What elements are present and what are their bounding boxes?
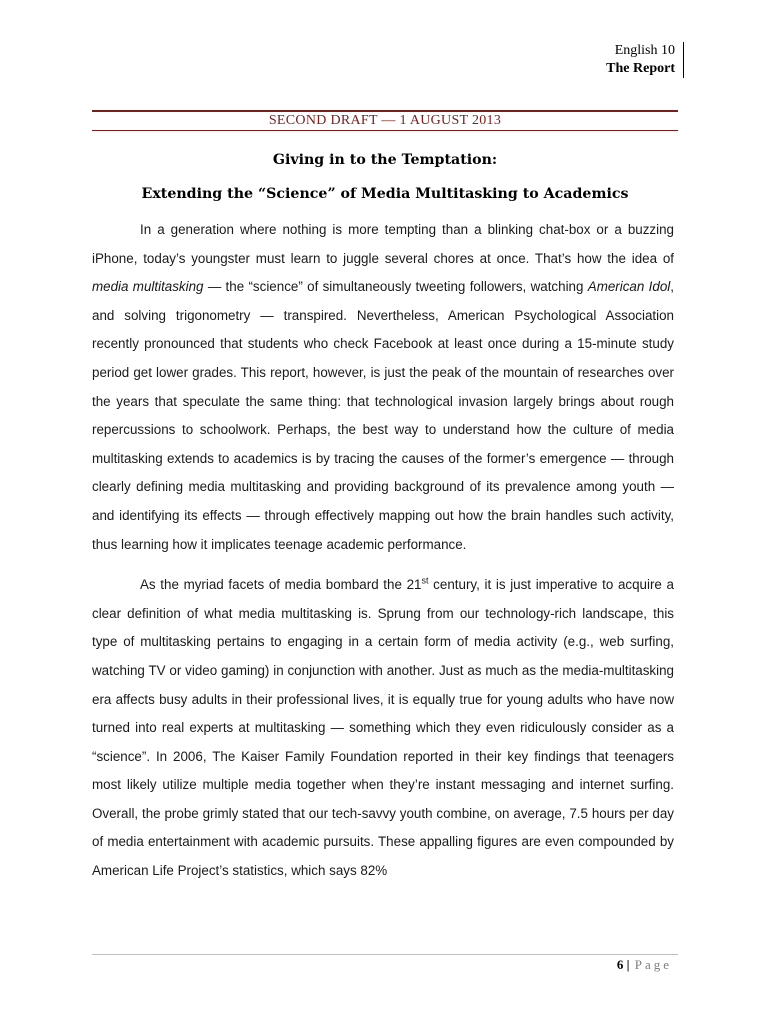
- page-number: 6: [616, 957, 624, 972]
- banner-top-rule: [92, 110, 678, 112]
- banner-bottom-rule: [92, 130, 678, 131]
- footer-rule: [92, 954, 678, 955]
- paragraph-2-superscript: st: [421, 575, 429, 586]
- page-number-label: [617, 957, 672, 973]
- page-word: Page: [634, 957, 672, 972]
- running-header: [606, 42, 684, 78]
- paragraph-2-part-a: As the myriad facets of media bombard the 21: [140, 577, 422, 593]
- draft-label: SECOND DRAFT — 1 AUGUST 2013: [268, 113, 502, 128]
- page-separator: |: [626, 957, 630, 972]
- paragraph-1-part-e: , and solving trigonometry — transpired. Nevertheless, American Psychological Association recently pronounced that students who check Facebook at least once during a 15-minute study period get lower grades. This report, however, is just the peak of the mountain of researches over the years that speculate the same thing: that technological invasion largely brings about rough repercussions to schoolwork. Perhaps, the best way to understand how the culture of media multitasking extends to academics is by tracing the causes of the former’s emergence — through clearly defining media multitasking and providing background of its prevalence among youth — and identifying its effects — through effectively mapping out how the brain handles such activity, thus learning how it implicates teenage academic performance.: [92, 279, 674, 552]
- paragraph-1-emphasis-american-idol: American Idol: [587, 279, 671, 295]
- paragraph-2: [92, 571, 674, 886]
- draft-banner: [92, 110, 678, 132]
- paragraph-1-part-a: In a generation where nothing is more tempting than a blinking chat-box or a buzzing iPhone, today’s youngster must learn to juggle several chores at once. That’s how the idea of: [92, 222, 674, 266]
- header-course: English 10: [614, 43, 675, 58]
- title-line-2: Extending the “Science” of Media Multitasking to Academics: [141, 186, 629, 202]
- paragraph-1-emphasis-media-multitasking: media multitasking: [92, 279, 204, 295]
- page-footer: [92, 954, 678, 972]
- title-block: [92, 150, 678, 204]
- body-text: [92, 216, 674, 886]
- paragraph-1-part-c: — the “science” of simultaneously tweeting followers, watching: [203, 279, 588, 295]
- paragraph-1: [92, 216, 674, 559]
- paragraph-2-part-b: century, it is just imperative to acquire a clear definition of what media multitasking is. Sprung from our technology-rich landscape, this type of multitasking pertains to engaging in a certain form of media activity (e.g., web surfing, watching TV or video gaming) in conjunction with another. Just as much as the media-multitasking era affects busy adults in their professional lives, it is equally true for young adults who have now turned into real experts at multitasking — something which they even ridiculously consider as a “science”. In 2006, The Kaiser Family Foundation reported in their key findings that teenagers most likely utilize multiple media together when they’re instant messaging and internet surfing. Overall, the probe grimly stated that our tech-savvy youth combine, on average, 7.5 hours per day of media entertainment with academic pursuits. These appalling figures are even compounded by American Life Project’s statistics, which says 82%: [92, 577, 674, 879]
- title-line-1: Giving in to the Temptation:: [272, 152, 498, 168]
- header-doc-type: The Report: [606, 61, 675, 76]
